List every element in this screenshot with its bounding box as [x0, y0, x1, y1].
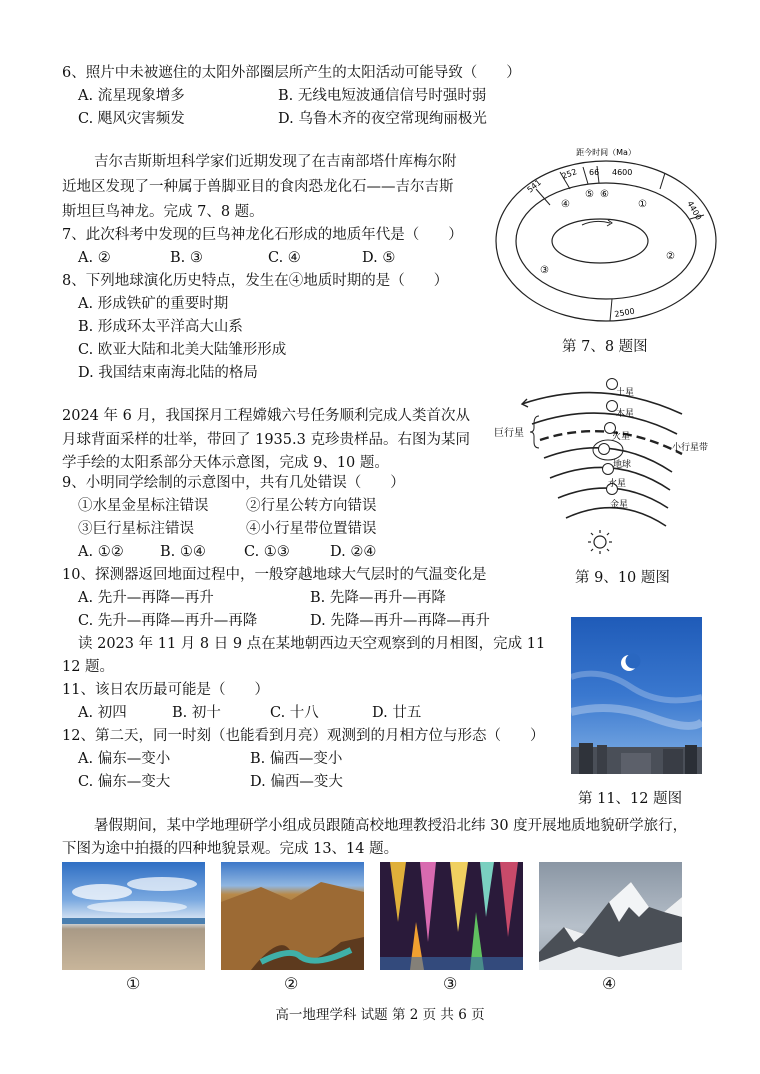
q10-option-b: B. 先降—再升—再降	[310, 590, 446, 606]
page-footer: 高一地理学科 试题 第 2 页 共 6 页	[275, 1007, 485, 1023]
tick-541: 541	[525, 177, 543, 195]
q8-stem: 8、下列地球演化历史特点，发生在④地质时期的是（ ）	[62, 273, 449, 289]
landform-photo-beach	[62, 862, 205, 970]
q9-item-3: ③巨行星标注错误	[78, 521, 194, 537]
tick-66: 66	[589, 168, 600, 177]
geologic-time-diagram	[490, 145, 722, 325]
tick-252: 252	[560, 167, 579, 181]
era-label-6: ⑥	[600, 189, 609, 200]
q9-item-2: ②行星公转方向错误	[246, 498, 377, 514]
planet-label-saturn: 土星	[616, 388, 635, 398]
q9-stem: 9、小明同学绘制的示意图中，共有几处错误（ ）	[62, 475, 405, 491]
q9-option-c: C. ①③	[244, 544, 290, 560]
photo-number-3: ③	[443, 974, 458, 993]
landform-photo-canyon	[221, 862, 364, 970]
q6-stem: 6、照片中未被遮住的太阳外部圈层所产生的太阳活动可能导致（ ）	[62, 65, 521, 81]
q8-option-b: B. 形成环太平洋高大山系	[78, 319, 243, 335]
q6-option-c: C. 飓风灾害频发	[78, 111, 185, 127]
q12-option-d: D. 偏西—变大	[250, 774, 343, 790]
q12-stem: 12、第二天，同一时刻（也能看到月亮）观测到的月相方位与形态（ ）	[62, 728, 545, 744]
q11-stem: 11、该日农历最可能是（ ）	[62, 682, 269, 698]
era-label-4: ④	[561, 199, 570, 210]
moon-sky-photo	[571, 617, 702, 774]
q9-option-b: B. ①④	[160, 544, 206, 560]
q9-option-a: A. ①②	[78, 544, 124, 560]
passage1314-line1: 暑假期间，某中学地理研学小组成员跟随高校地理教授沿北纬 30 度开展地质地貌研学旅行，	[94, 818, 688, 834]
q7-option-c: C. ④	[268, 250, 301, 266]
q9-item-1: ①水星金星标注错误	[78, 498, 209, 514]
q12-option-c: C. 偏东—变大	[78, 774, 171, 790]
era-label-5: ⑤	[585, 189, 594, 200]
q10-option-c: C. 先升—再降—再升—再降	[78, 613, 258, 629]
asteroid-belt-label: 小行星带	[672, 443, 709, 453]
giant-planets-label: 巨行星	[494, 428, 524, 439]
passage78-line2: 近地区发现了一种属于兽脚亚目的食肉恐龙化石——吉尔吉斯	[62, 179, 454, 195]
q11-option-d: D. 廿五	[372, 705, 422, 721]
solar-system-sketch	[492, 372, 724, 562]
q8-option-c: C. 欧亚大陆和北美大陆雏形形成	[78, 342, 287, 358]
planet-label-jupiter: 木星	[616, 409, 635, 419]
passage910-line2: 月球背面采样的壮举，带回了 1935.3 克珍贵样品。右图为某同	[62, 432, 470, 448]
photo-number-1: ①	[126, 974, 141, 993]
tick-4600: 4600	[612, 168, 633, 177]
q10-stem: 10、探测器返回地面过程中，一般穿越地球大气层时的气温变化是	[62, 567, 487, 583]
passage78-line3: 斯坦巨鸟神龙。完成 7、8 题。	[62, 204, 264, 220]
photo-number-2: ②	[284, 974, 299, 993]
passage1112-line1: 读 2023 年 11 月 8 日 9 点在某地朝西边天空观察到的月相图，完成 11	[78, 636, 546, 652]
era-label-2: ②	[666, 251, 675, 262]
q7-option-d: D. ⑤	[362, 250, 396, 266]
era-label-3: ③	[540, 265, 549, 276]
q12-option-a: A. 偏东—变小	[78, 751, 171, 767]
fig78-caption: 第 7、8 题图	[562, 339, 648, 355]
passage78-line1: 吉尔吉斯斯坦科学家们近期发现了在吉南部塔什库梅尔附	[94, 154, 457, 170]
q8-option-d: D. 我国结束南海北陆的格局	[78, 365, 258, 381]
tick-2500: 2500	[613, 306, 636, 319]
planet-label-earth: 地球	[613, 460, 632, 470]
q6-option-d: D. 乌鲁木齐的夜空常现绚丽极光	[278, 111, 487, 127]
tick-4400: 4400	[685, 199, 704, 222]
q9-item-4: ④小行星带位置错误	[246, 521, 377, 537]
planet-label-mars: 火星	[612, 432, 631, 442]
q10-option-a: A. 先升—再降—再升	[78, 590, 214, 606]
passage1112-line2: 12 题。	[62, 659, 115, 675]
q8-option-a: A. 形成铁矿的重要时期	[78, 296, 229, 312]
fig910-caption: 第 9、10 题图	[575, 570, 670, 586]
geologic-axis-title: 距今时间（Ma）	[576, 148, 636, 157]
landform-photo-snow-mountain	[539, 862, 682, 970]
q11-option-a: A. 初四	[78, 705, 127, 721]
era-label-1: ①	[638, 199, 647, 210]
crescent-moon-icon	[621, 654, 641, 672]
q7-option-b: B. ③	[170, 250, 203, 266]
q11-option-b: B. 初十	[172, 705, 221, 721]
q12-option-b: B. 偏西—变小	[250, 751, 343, 767]
sun-icon	[588, 530, 612, 554]
passage1314-line2: 下图为途中拍摄的四种地貌景观。完成 13、14 题。	[62, 841, 399, 857]
fig1112-caption: 第 11、12 题图	[578, 791, 683, 807]
q6-option-b: B. 无线电短波通信信号时强时弱	[278, 88, 487, 104]
planet-label-venus: 金星	[610, 500, 629, 510]
q6-option-a: A. 流星现象增多	[78, 88, 185, 104]
q10-option-d: D. 先降—再升—再降—再升	[310, 613, 490, 629]
passage910-line3: 学手绘的太阳系部分天体示意图，完成 9、10 题。	[62, 455, 389, 471]
q9-option-d: D. ②④	[330, 544, 377, 560]
passage910-line1: 2024 年 6 月，我国探月工程嫦娥六号任务顺利完成人类首次从	[62, 408, 470, 424]
q7-option-a: A. ②	[78, 250, 111, 266]
photo-number-4: ④	[602, 974, 617, 993]
q11-option-c: C. 十八	[270, 705, 319, 721]
planet-label-mercury: 水星	[608, 479, 627, 489]
landform-photo-karst-cave	[380, 862, 523, 970]
q7-stem: 7、此次科考中发现的巨鸟神龙化石形成的地质年代是（ ）	[62, 227, 463, 243]
